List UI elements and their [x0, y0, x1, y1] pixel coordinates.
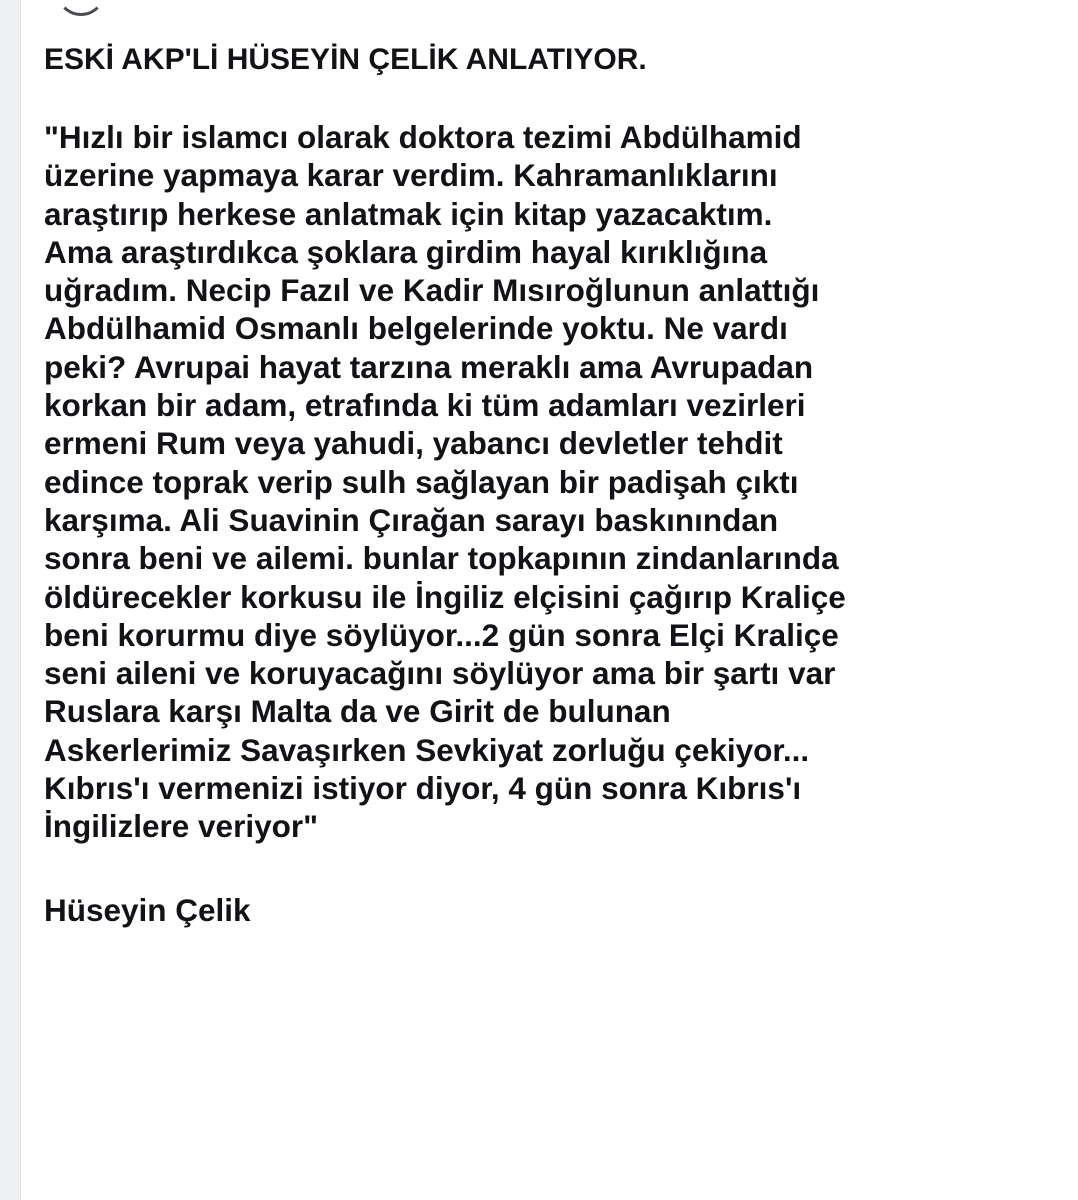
- left-gutter: [0, 0, 20, 1200]
- quote-line: Askerlerimiz Savaşırken Sevkiyat zorluğu çekiyor...: [44, 731, 810, 768]
- post-headline: ESKİ AKP'Lİ HÜSEYİN ÇELİK ANLATIYOR.: [44, 43, 647, 76]
- quote-line: seni aileni ve koruyacağını söylüyor ama bir şartı var: [44, 655, 836, 692]
- quote-line: ermeni Rum veya yahudi, yabancı devletler tehdit: [44, 425, 783, 462]
- quote-line: karşıma. Ali Suavinin Çırağan sarayı baskınından: [44, 501, 779, 538]
- quote-line: öldürecekler korkusu ile İngiliz elçisini çağırıp Kraliçe: [44, 578, 846, 615]
- quote-line: üzerine yapmaya karar verdim. Kahramanlıklarını: [44, 157, 778, 194]
- quote-line: peki? Avrupai hayat tarzına meraklı ama Avrupadan: [44, 348, 814, 385]
- quote-line: "Hızlı bir islamcı olarak doktora tezimi Abdülhamid: [44, 119, 802, 155]
- avatar[interactable]: [56, 0, 106, 16]
- quote-line: İngilizlere veriyor": [44, 808, 319, 845]
- quote-line: edince toprak verip sulh sağlayan bir padişah çıktı: [44, 463, 799, 500]
- post-body: [44, 38, 1064, 930]
- quote-line: uğradım. Necip Fazıl ve Kadir Mısıroğlunun anlattığı: [44, 272, 820, 309]
- quote-line: Kıbrıs'ı vermenizi istiyor diyor, 4 gün sonra Kıbrıs'ı: [44, 770, 802, 807]
- post-quote: [44, 118, 1064, 846]
- quote-line: sonra beni ve ailemi. bunlar topkapının zindanlarında: [44, 540, 839, 577]
- left-border-divider: [20, 0, 21, 1200]
- quote-line: Ama araştırdıkca şoklara girdim hayal kırıklığına: [44, 233, 768, 270]
- quote-line: Abdülhamid Osmanlı belgelerinde yoktu. Ne vardı: [44, 310, 788, 347]
- quote-line: Ruslara karşı Malta da ve Girit de bulunan: [44, 693, 671, 730]
- quote-line: araştırıp herkese anlatmak için kitap yazacaktım.: [44, 195, 773, 232]
- quote-line: korkan bir adam, etrafında ki tüm adamları vezirleri: [44, 387, 806, 424]
- quote-line: beni korurmu diye söylüyor...2 gün sonra Elçi Kraliçe: [44, 616, 839, 653]
- post-signature: Hüseyin Çelik: [44, 891, 251, 928]
